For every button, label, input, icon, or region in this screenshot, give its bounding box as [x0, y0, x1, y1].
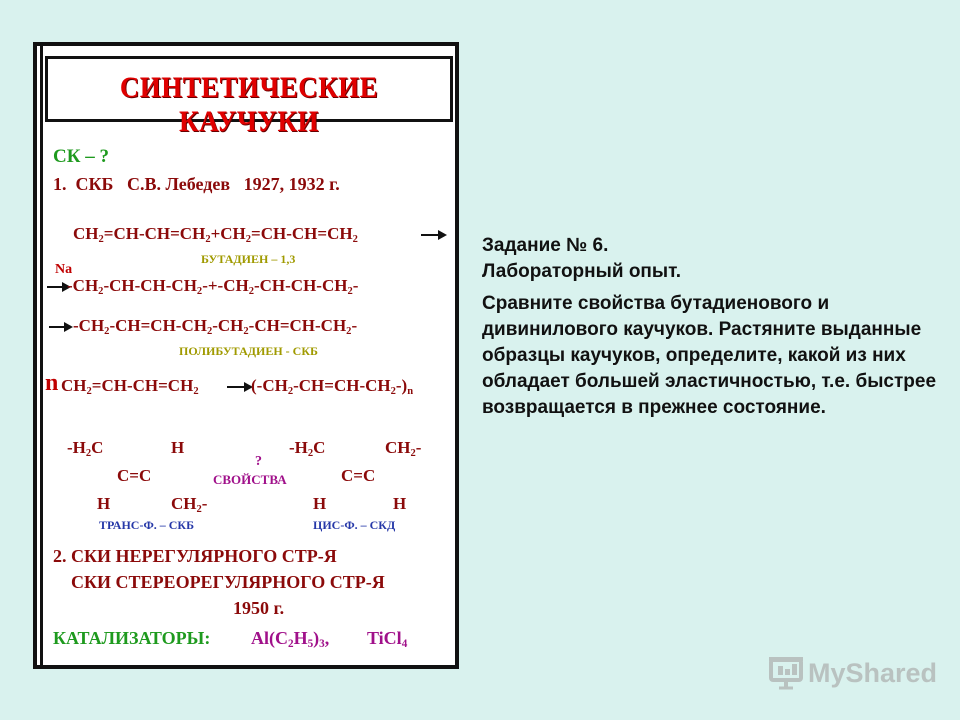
- task-subheading: Лабораторный опыт.: [482, 261, 682, 282]
- properties-label: СВОЙСТВА: [213, 472, 287, 487]
- trans-label: ТРАНС-Ф. – СКБ: [99, 518, 195, 532]
- item2-line2: СКИ СТЕРЕОРЕГУЛЯРНОГО СТР-Я: [71, 572, 385, 592]
- logo-text: MyShared: [808, 658, 938, 688]
- task-text: [482, 233, 942, 421]
- arrow-icon: [49, 326, 71, 328]
- n-letter: n: [45, 370, 59, 396]
- myshared-logo[interactable]: [766, 656, 938, 692]
- trans-h-bottom: H: [97, 494, 111, 513]
- sk-question: СК – ?: [53, 146, 109, 167]
- task-body: Сравните свойства бутадиенового и дивинилового каучуков. Растяните выданные образцы каучуков, определите, какой из них обладает большей эластичностью, т.е. быстрее возвращается в прежнее состояние.: [482, 293, 937, 418]
- slide-image: [33, 42, 459, 669]
- cis-label: ЦИС-Ф. – СКД: [313, 518, 396, 532]
- question-mark: ?: [255, 454, 262, 469]
- item1-line: [53, 174, 340, 195]
- butadiene-label: БУТАДИЕН – 1,3: [201, 252, 296, 266]
- title-box: [45, 56, 453, 138]
- sodium-label: Na: [55, 262, 73, 277]
- formula-polymer-chain: $(-CH_2-CH=CH-CH_2-)_n$: [251, 376, 414, 397]
- item2-line1: 2. СКИ НЕРЕГУЛЯРНОГО СТР-Я: [53, 546, 337, 566]
- trans-h-top: H: [171, 438, 185, 457]
- polybutadiene-label: ПОЛИБУТАДИЕН - СКБ: [179, 344, 318, 358]
- trans-h2c: $-H_2C$: [67, 438, 104, 459]
- catalyst-ticl4-text: TiCl: [367, 628, 402, 648]
- formula-butadiene: $CH_2=CH-CH=CH_2+CH_2=CH-CH=CH_2$: [73, 224, 358, 245]
- formula-polymerization: $CH_2=CH-CH=CH_2$: [61, 376, 199, 397]
- trans-cc: C=C: [117, 466, 152, 485]
- catalyst-aluminium: $Al(C_2H_5)_3$,: [251, 628, 330, 650]
- cis-cc: C=C: [341, 466, 376, 485]
- slide-title: СИНТЕТИЧЕСКИЕ КАУЧУКИ: [119, 71, 379, 138]
- cis-h-right: H: [393, 494, 407, 513]
- projector-screen-icon: [768, 656, 804, 690]
- formula-radicals: $-CH_2-CH-CH-CH_2-+-CH_2-CH-CH-CH_2-$: [67, 276, 359, 297]
- task-heading: Задание № 6.: [482, 235, 609, 256]
- formula-polymer: $-CH_2-CH=CH-CH_2-CH_2-CH=CH-CH_2-$: [73, 316, 358, 337]
- year-1950: 1950 г.: [233, 598, 285, 618]
- arrow-icon: [421, 234, 445, 236]
- arrow-icon: [47, 286, 69, 288]
- catalyst-ticl4: TiCl$_4$: [367, 628, 408, 650]
- item1-abbr: СКБ: [75, 174, 114, 194]
- cis-h-left: H: [313, 494, 327, 513]
- trans-ch2: $CH_2-$: [171, 494, 208, 515]
- item1-author: С.В. Лебедев: [126, 174, 231, 194]
- item1-num: 1.: [53, 174, 67, 194]
- cis-h2c: $-H_2C$: [289, 438, 326, 459]
- item1-years: 1927, 1932 г.: [243, 174, 340, 194]
- arrow-icon: [227, 386, 251, 388]
- catalysts-label: КАТАЛИЗАТОРЫ:: [53, 628, 211, 648]
- cis-ch2-top: $CH_2-$: [385, 438, 422, 459]
